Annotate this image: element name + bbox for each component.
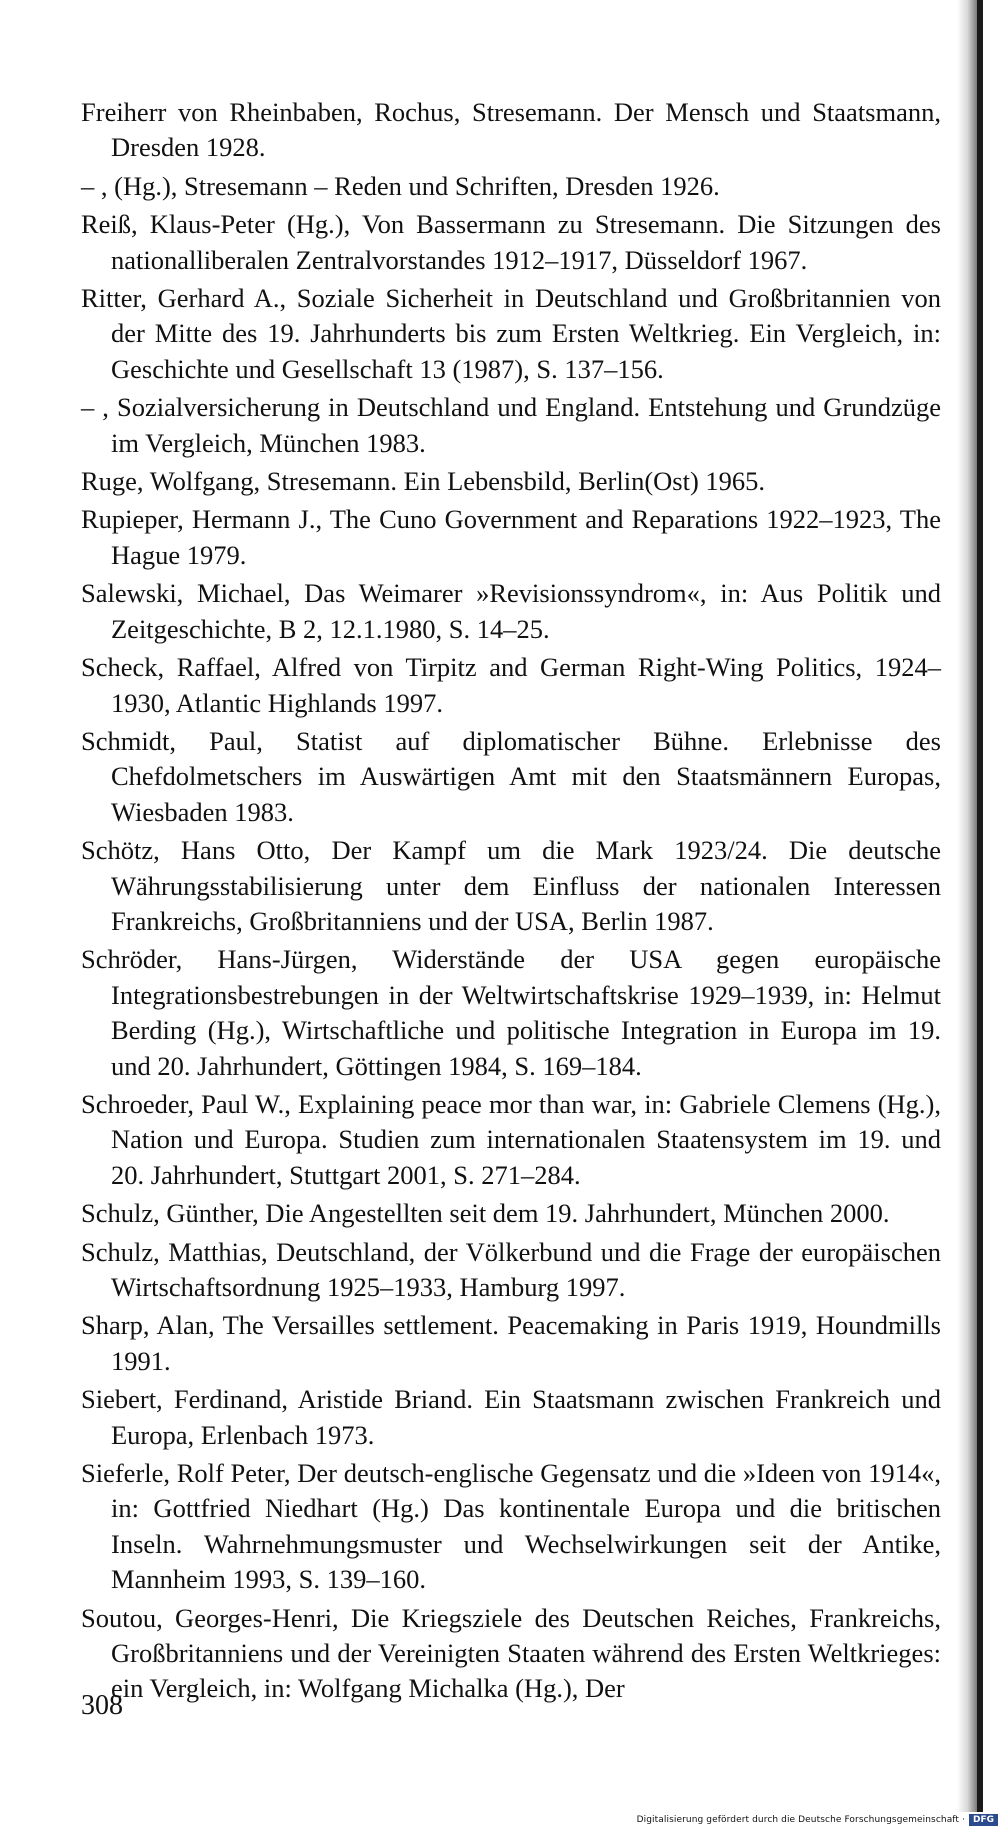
bibliography-entry: Freiherr von Rheinbaben, Rochus, Stresemann. Der Mensch und Staatsmann, Dresden 1928. xyxy=(81,97,941,163)
bibliography-entry: Reiß, Klaus-Peter (Hg.), Von Bassermann zu Stresemann. Die Sitzungen des nationalliberalen Zentralvorstandes 1912–1917, Düsseldorf 1967. xyxy=(81,209,941,275)
page-number: 308 xyxy=(81,1690,123,1721)
bibliography-entry: – , Sozialversicherung in Deutschland und England. Entstehung und Grundzüge im Vergleich, München 1983. xyxy=(81,392,941,458)
bibliography-entry: Soutou, Georges-Henri, Die Kriegsziele des Deutschen Reiches, Frankreichs, Großbritanniens und der Vereinigten Staaten während des Ersten Weltkrieges: ein Vergleich, in: Wolfgang Michalka (Hg.), Der xyxy=(81,1602,941,1704)
bibliography-entry: Schulz, Matthias, Deutschland, der Völkerbund und die Frage der europäischen Wirtschaftsordnung 1925–1933, Hamburg 1997. xyxy=(81,1236,941,1302)
bibliography-entry: Ruge, Wolfgang, Stresemann. Ein Lebensbild, Berlin(Ost) 1965. xyxy=(81,466,766,497)
bibliography-entry: Salewski, Michael, Das Weimarer »Revisionssyndrom«, in: Aus Politik und Zeitgeschichte, B 2, 12.1.1980, S. 14–25. xyxy=(81,578,941,644)
dfg-logo: DFG xyxy=(969,1814,998,1826)
bibliography-entry: – , (Hg.), Stresemann – Reden und Schriften, Dresden 1926. xyxy=(81,170,720,201)
bibliography-entry: Rupieper, Hermann J., The Cuno Government and Reparations 1922–1923, The Hague 1979. xyxy=(81,504,941,570)
bibliography-entry: Ritter, Gerhard A., Soziale Sicherheit in Deutschland und Großbritannien von der Mitte des 19. Jahrhunderts bis zum Ersten Weltkrieg. Ein Vergleich, in: Geschichte und Gesellschaft 13 (1987), S. 137–156. xyxy=(81,283,941,384)
page-edge-border xyxy=(977,0,983,1812)
bibliography-entry: Sieferle, Rolf Peter, Der deutsch-englische Gegensatz und die »Ideen von 1914«, in: Gottfried Niedhart (Hg.) Das kontinentale Europa und die britischen Inseln. Wahrnehmungsmuster und Wechselwirkungen seit der Antike, Mannheim 1993, S. 139–160. xyxy=(81,1458,941,1595)
bibliography-entry: Schulz, Günther, Die Angestellten seit dem 19. Jahrhundert, München 2000. xyxy=(81,1198,890,1229)
digitization-footer xyxy=(637,1812,1000,1828)
bibliography-list xyxy=(81,95,941,1707)
bibliography-entry: Schroeder, Paul W., Explaining peace mor than war, in: Gabriele Clemens (Hg.), Nation und Europa. Studien zum internationalen Staatensystem im 19. und 20. Jahrhundert, Stuttgart 2001, S. 271–284. xyxy=(81,1088,941,1190)
bibliography-entry: Siebert, Ferdinand, Aristide Briand. Ein Staatsmann zwischen Frankreich und Europa, Erlenbach 1973. xyxy=(81,1384,941,1450)
footer-credit-text: Digitalisierung gefördert durch die Deutsche Forschungsgemeinschaft · xyxy=(636,1815,965,1825)
bibliography-entry: Sharp, Alan, The Versailles settlement. Peacemaking in Paris 1919, Houndmills 1991. xyxy=(81,1310,941,1376)
bibliography-entry: Schröder, Hans-Jürgen, Widerstände der USA gegen europäische Integrationsbestrebungen in der Weltwirtschaftskrise 1929–1939, in: Helmut Berding (Hg.), Wirtschaftliche und politische Integration in Europa im 19. und 20. Jahrhundert, Göttingen 1984, S. 169–184. xyxy=(81,944,941,1081)
bibliography-entry: Scheck, Raffael, Alfred von Tirpitz and German Right-Wing Politics, 1924–1930, Atlantic Highlands 1997. xyxy=(81,652,941,718)
bibliography-entry: Schötz, Hans Otto, Der Kampf um die Mark 1923/24. Die deutsche Währungsstabilisierung unter dem Einfluss der nationalen Interessen Frankreichs, Großbritanniens und der USA, Berlin 1987. xyxy=(81,835,941,936)
bibliography-entry: Schmidt, Paul, Statist auf diplomatischer Bühne. Erlebnisse des Chefdolmetschers im Auswärtigen Amt mit den Staatsmännern Europas, Wiesbaden 1983. xyxy=(81,725,941,827)
